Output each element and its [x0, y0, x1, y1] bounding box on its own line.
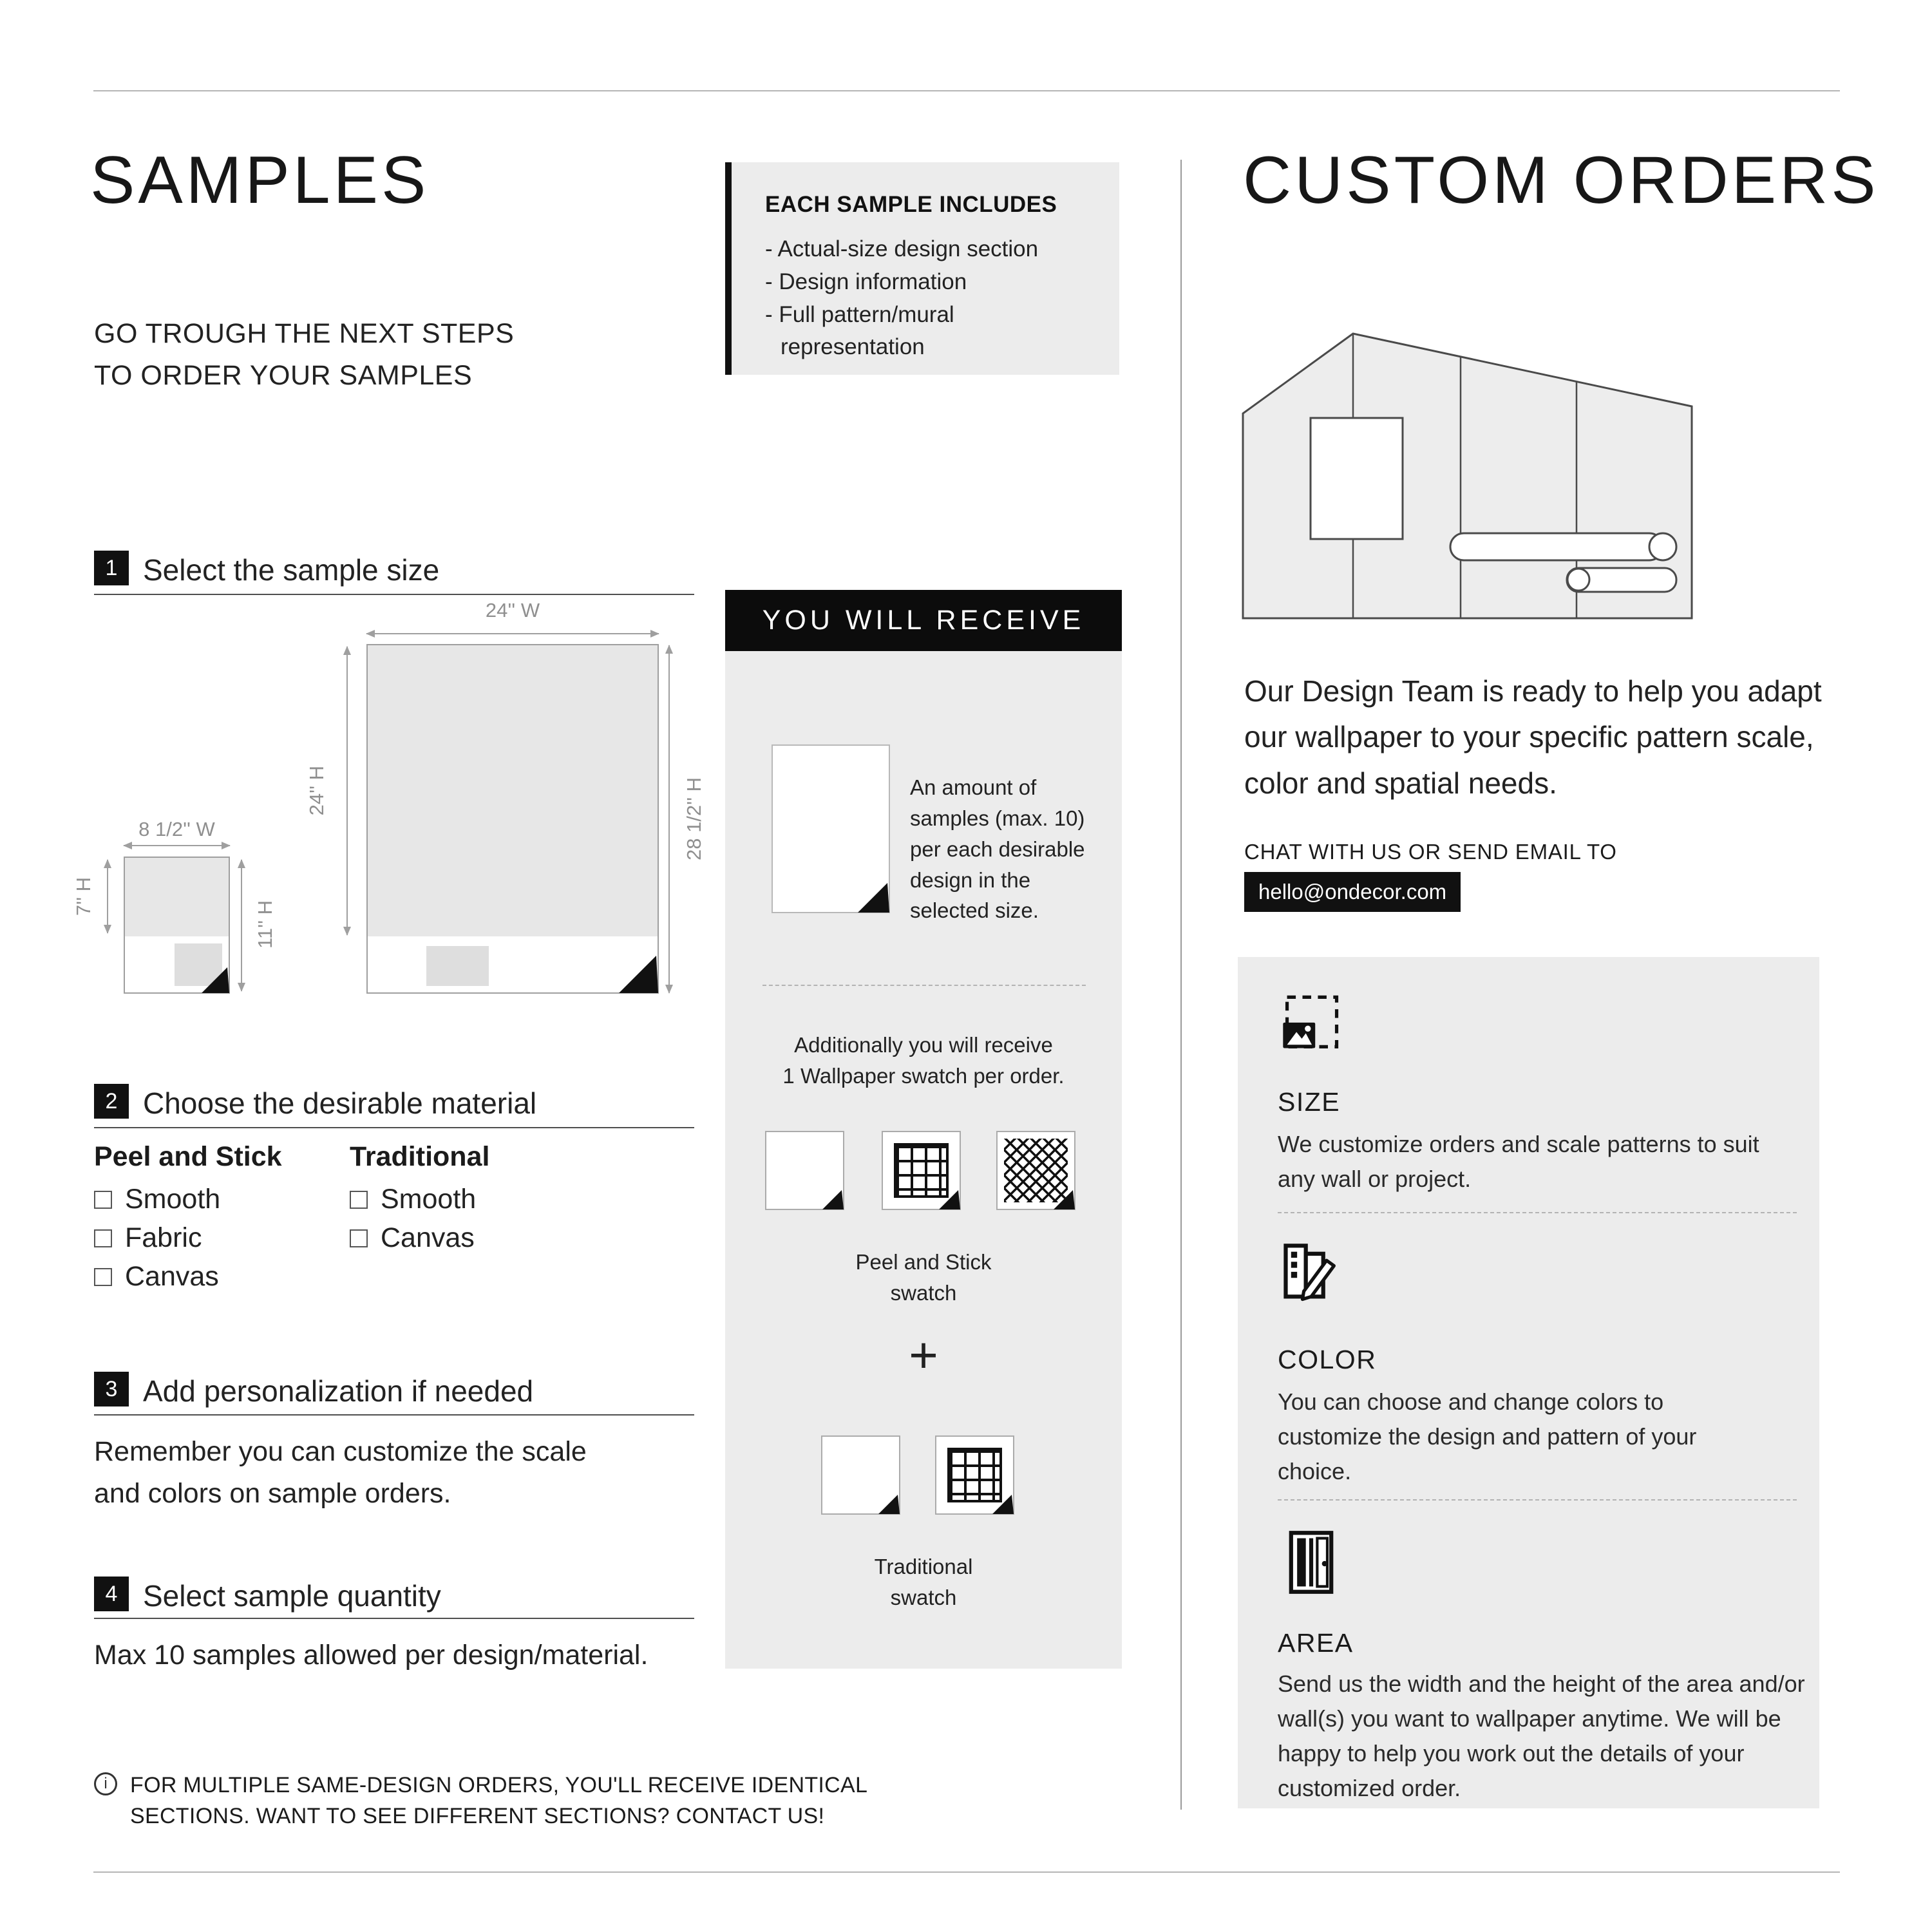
color-swatches-icon	[1278, 1240, 1345, 1307]
feature-size-name: SIZE	[1278, 1087, 1341, 1117]
step-3-note-line-2: and colors on sample orders.	[94, 1477, 451, 1509]
folded-corner-icon	[939, 1188, 960, 1209]
material-group-traditional-title: Traditional	[350, 1141, 490, 1172]
size-crop-icon	[1278, 990, 1345, 1057]
intro-line-2: TO ORDER YOUR SAMPLES	[94, 359, 473, 391]
receive-samples-text: An amount of samples (max. 10) per each desirable design in the selected size.	[910, 775, 1085, 923]
wall-area-icon	[1278, 1529, 1345, 1596]
each-sample-includes-box	[725, 162, 1119, 375]
material-group-peel-title: Peel and Stick	[94, 1141, 282, 1172]
features-divider	[1278, 1499, 1797, 1501]
material-option-label: Canvas	[125, 1261, 219, 1292]
step-3-label: Add personalization if needed	[143, 1374, 534, 1408]
column-divider	[1180, 160, 1182, 1810]
step-1-number: 1	[94, 551, 129, 585]
folded-corner-icon	[619, 954, 658, 993]
step-2-number: 2	[94, 1084, 129, 1119]
small-sample-right-height-label: 11'' H	[254, 900, 276, 949]
large-sample-left-height-label: 24'' H	[305, 766, 328, 816]
custom-orders-title: CUSTOM ORDERS	[1243, 143, 1879, 218]
checkbox-icon[interactable]	[94, 1191, 112, 1209]
custom-features-panel	[1238, 957, 1819, 1808]
small-sample-width-dimline	[124, 845, 230, 846]
plus-icon: +	[909, 1327, 938, 1383]
folded-corner-icon	[878, 1493, 900, 1514]
includes-item: - Actual-size design section	[765, 236, 1039, 261]
samples-title: SAMPLES	[90, 143, 430, 218]
folded-corner-icon	[822, 1188, 844, 1209]
small-sample-right-dimline	[241, 860, 242, 991]
step-4-number: 4	[94, 1577, 129, 1611]
grid-swatch-icon	[935, 1435, 1014, 1515]
includes-item: - Full pattern/mural representation	[765, 301, 954, 360]
material-option-label: Smooth	[381, 1184, 477, 1215]
step-1-underline	[94, 594, 694, 595]
feature-area-text: Send us the width and the height of the area and/or wall(s) you want to wallpaper anytime. We will be happy to help you work out the details of your customized order.	[1278, 1671, 1805, 1801]
checkbox-icon[interactable]	[350, 1229, 368, 1247]
step-4-underline	[94, 1618, 694, 1619]
large-sample-chip	[426, 946, 489, 986]
receive-divider	[762, 985, 1086, 986]
plain-swatch-icon	[821, 1435, 900, 1515]
info-icon: i	[94, 1772, 117, 1795]
large-sample-right-height-label: 28 1/2'' H	[683, 777, 705, 861]
material-option-peel-fabric[interactable]	[94, 1222, 202, 1254]
plain-swatch-icon	[765, 1131, 844, 1210]
sample-sheet-icon	[772, 744, 890, 913]
custom-orders-paragraph: Our Design Team is ready to help you adapt our wallpaper to your specific pattern scale, color and spatial needs.	[1244, 674, 1822, 800]
footnote-line-1: FOR MULTIPLE SAME-DESIGN ORDERS, YOU'LL RECEIVE IDENTICAL	[130, 1773, 868, 1797]
step-4-note: Max 10 samples allowed per design/material.	[94, 1640, 649, 1671]
step-2-label: Choose the desirable material	[143, 1086, 537, 1120]
large-sample-width-label: 24'' W	[485, 599, 540, 621]
step-4-label: Select sample quantity	[143, 1579, 441, 1613]
feature-color-text: You can choose and change colors to customize the design and pattern of your choice.	[1278, 1388, 1697, 1484]
includes-title: EACH SAMPLE INCLUDES	[765, 192, 1057, 217]
includes-item: - Design information	[765, 269, 967, 294]
step-3-number: 3	[94, 1372, 129, 1406]
feature-color-name: COLOR	[1278, 1345, 1377, 1374]
top-rule	[93, 90, 1840, 91]
traditional-swatch-label: Traditional swatch	[874, 1555, 973, 1609]
features-divider	[1278, 1212, 1797, 1213]
small-sample-rect	[124, 857, 230, 994]
large-sample-width-dimline	[366, 633, 659, 634]
feature-area-name: AREA	[1278, 1628, 1354, 1658]
material-option-peel-canvas[interactable]	[94, 1261, 219, 1293]
checkbox-icon[interactable]	[350, 1191, 368, 1209]
step-3-note	[94, 1431, 587, 1514]
step-3-underline	[94, 1414, 694, 1416]
bottom-rule	[93, 1871, 1840, 1873]
material-option-traditional-canvas[interactable]	[350, 1222, 475, 1254]
house-wallpaper-illustration	[1242, 332, 1694, 620]
chat-with-us-label: CHAT WITH US OR SEND EMAIL TO	[1244, 840, 1617, 864]
samples-intro	[94, 313, 514, 396]
large-sample-right-dimline	[668, 645, 670, 993]
material-option-traditional-smooth[interactable]	[350, 1184, 476, 1215]
small-sample-left-dimline	[107, 860, 108, 933]
folded-corner-icon	[858, 881, 889, 913]
intro-line-1: GO TROUGH THE NEXT STEPS	[94, 318, 515, 349]
checkbox-icon[interactable]	[94, 1229, 112, 1247]
step-1-label: Select the sample size	[143, 553, 440, 587]
peel-swatch-label: Peel and Stick swatch	[855, 1250, 992, 1305]
small-sample-width-label: 8 1/2'' W	[138, 818, 215, 840]
folded-corner-icon	[202, 965, 229, 993]
large-sample-info-strip	[368, 936, 658, 992]
you-will-receive-header: YOU WILL RECEIVE	[725, 590, 1122, 651]
material-option-label: Smooth	[125, 1184, 221, 1215]
receive-additional-text	[725, 1030, 1122, 1092]
crosshatch-swatch-icon	[996, 1131, 1075, 1210]
you-will-receive-panel	[725, 651, 1122, 1669]
material-option-label: Canvas	[381, 1222, 475, 1253]
large-sample-rect	[366, 644, 659, 994]
grid-swatch-icon	[882, 1131, 961, 1210]
material-option-label: Fabric	[125, 1222, 202, 1253]
small-sample-left-height-label: 7'' H	[72, 876, 95, 916]
feature-size-text: We customize orders and scale patterns to suit any wall or project.	[1278, 1131, 1759, 1192]
folded-corner-icon	[992, 1493, 1014, 1514]
contact-email-badge[interactable]: hello@ondecor.com	[1244, 872, 1461, 912]
additional-line-1: Additionally you will receive	[794, 1033, 1053, 1057]
footnote-line-2: SECTIONS. WANT TO SEE DIFFERENT SECTIONS? CONTACT US!	[130, 1804, 825, 1829]
samples-footnote	[130, 1770, 867, 1832]
large-sample-left-dimline	[346, 647, 348, 935]
step-3-note-line-1: Remember you can customize the scale	[94, 1436, 587, 1467]
checkbox-icon[interactable]	[94, 1268, 112, 1286]
step-2-underline	[94, 1127, 694, 1128]
material-option-peel-smooth[interactable]	[94, 1184, 220, 1215]
additional-line-2: 1 Wallpaper swatch per order.	[782, 1063, 1065, 1088]
folded-corner-icon	[1054, 1188, 1075, 1209]
